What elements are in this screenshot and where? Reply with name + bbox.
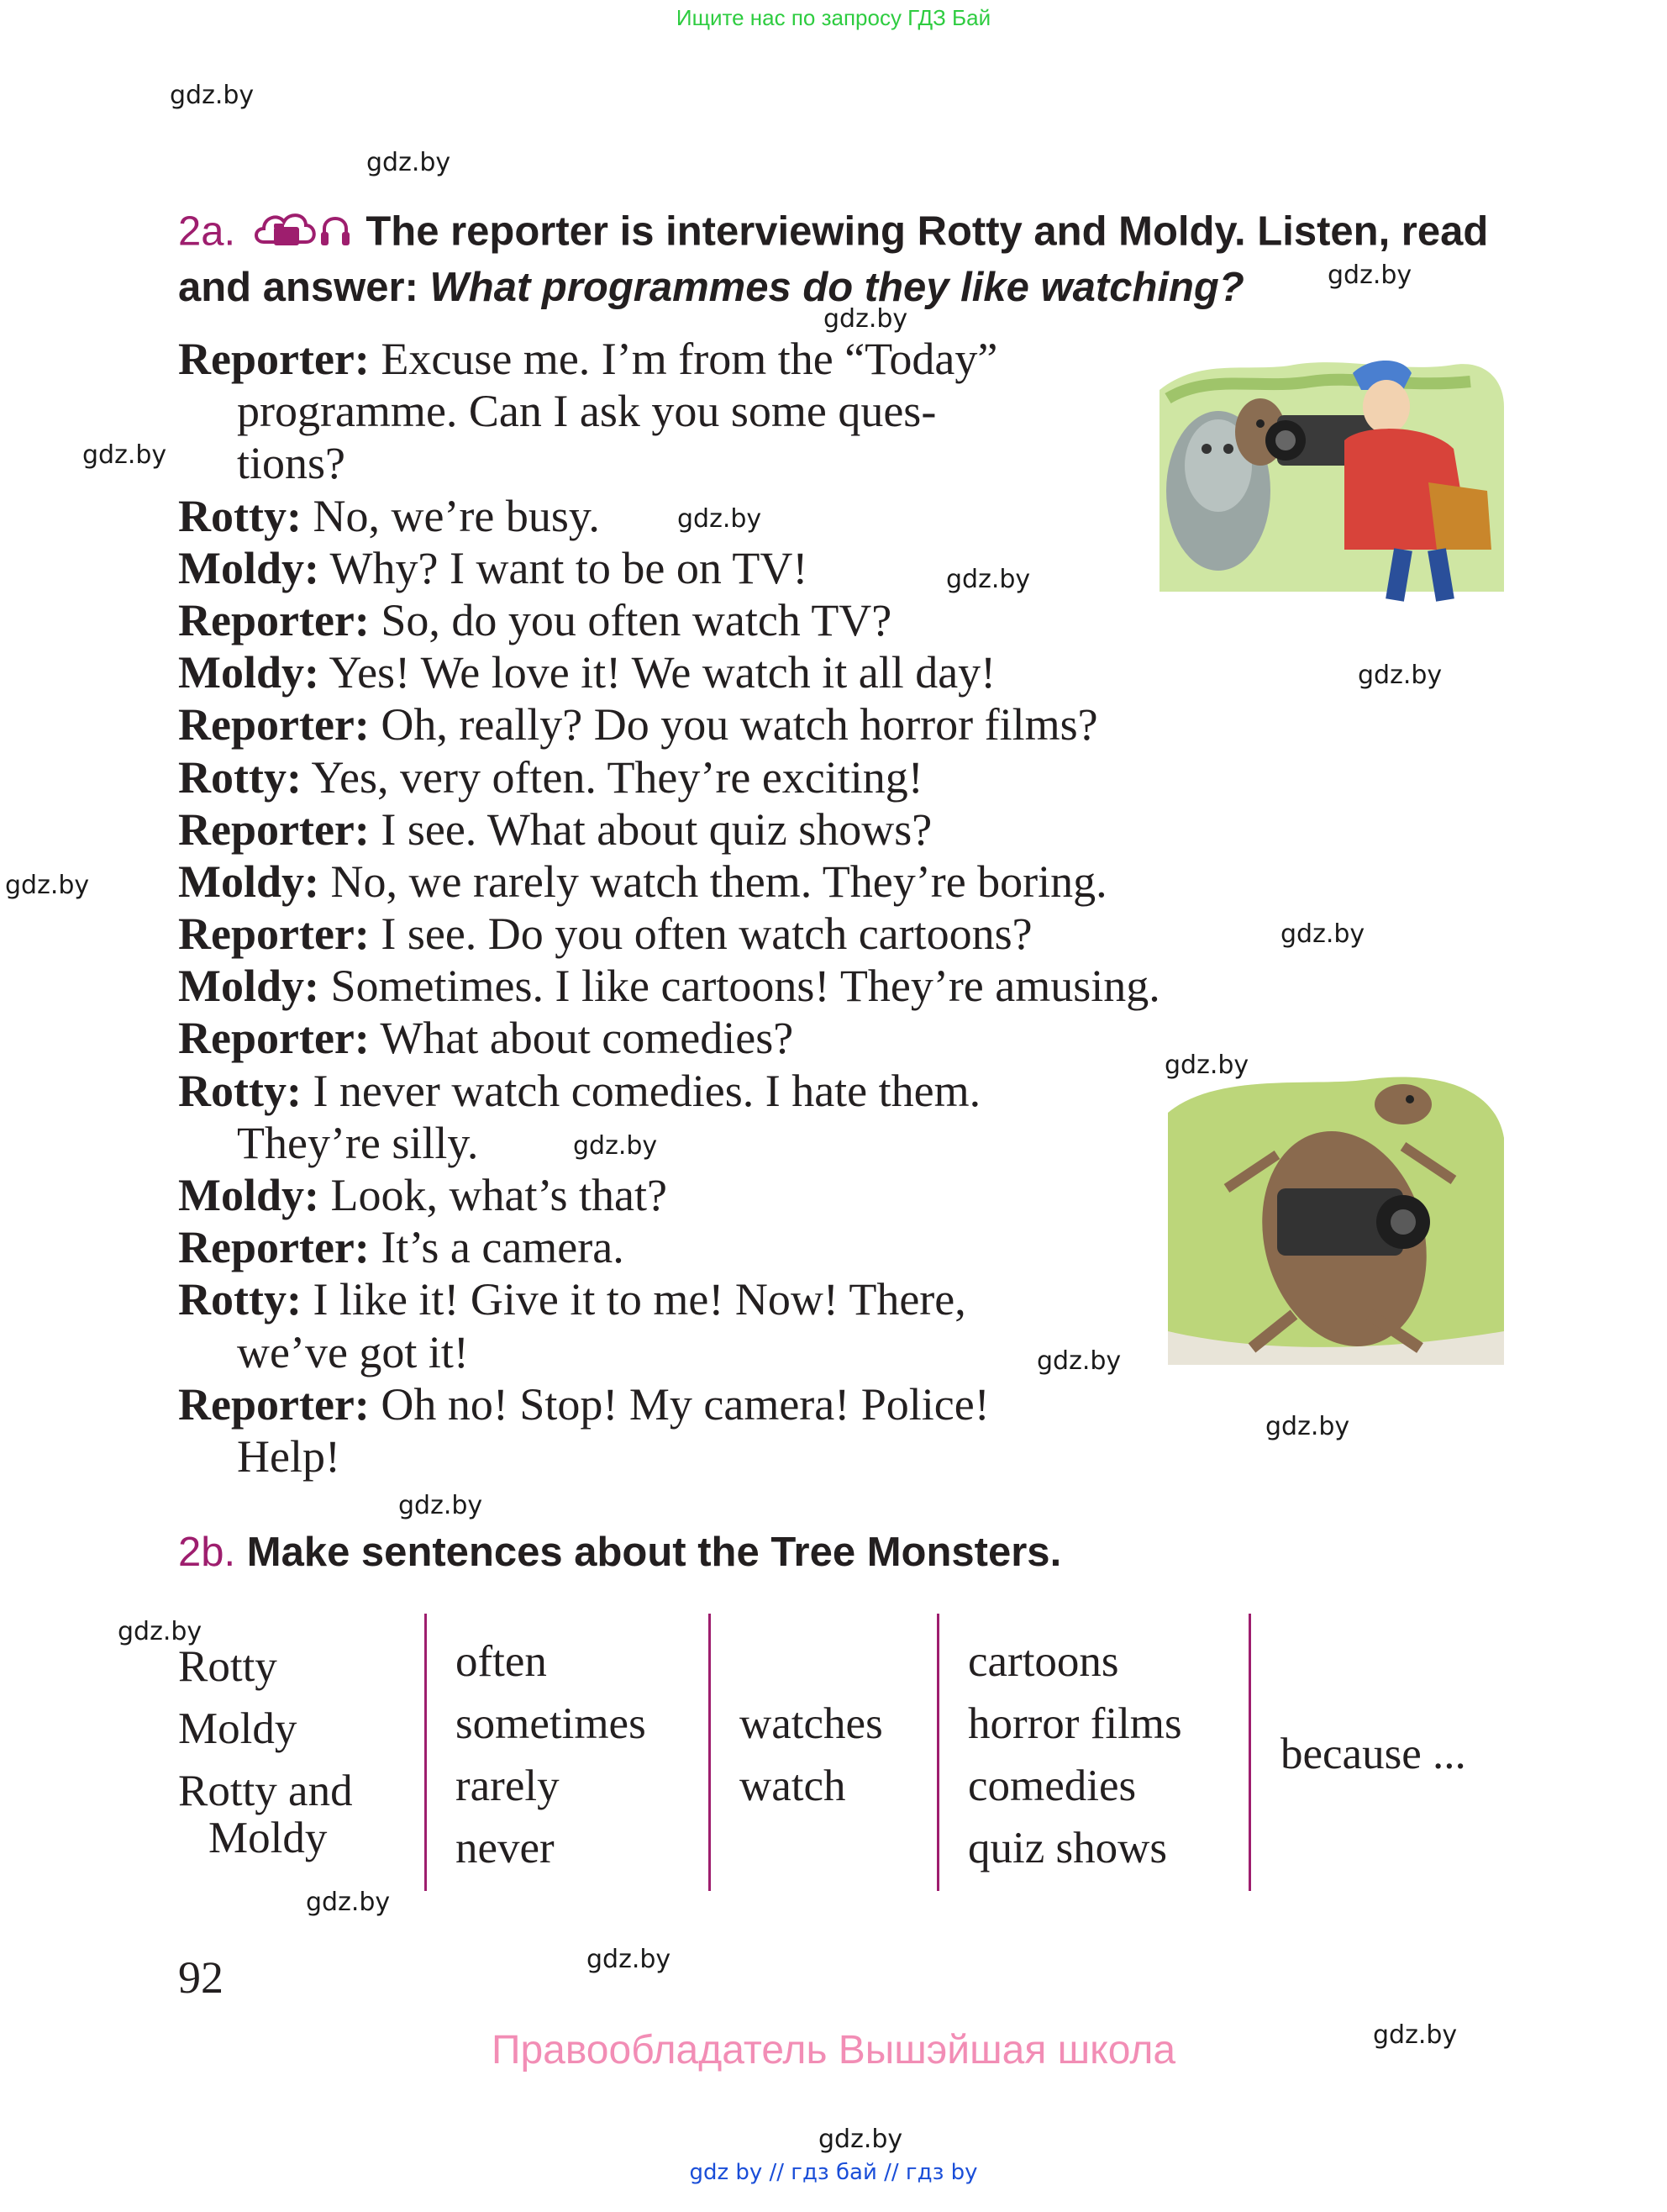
watermark: gdz.by bbox=[118, 1617, 202, 1646]
line-text: No, we’re busy. bbox=[301, 490, 600, 541]
table-cell: watch bbox=[739, 1762, 846, 1810]
table-cell: watches bbox=[739, 1699, 883, 1748]
task-instruction-line1: The reporter is interviewing Rotty and Moldy. Listen, read bbox=[365, 208, 1489, 255]
task-instruction: Make sentences about the Tree Monsters bbox=[246, 1530, 1050, 1575]
speaker: Reporter: bbox=[178, 1222, 370, 1273]
speaker: Reporter: bbox=[178, 1378, 370, 1430]
speaker: Rotty: bbox=[178, 1065, 302, 1116]
table-cell: horror films bbox=[968, 1699, 1182, 1748]
task-2b-heading bbox=[178, 1528, 1539, 1577]
dialogue-line bbox=[178, 385, 1270, 437]
dialogue-line bbox=[178, 1326, 1270, 1378]
table-cell: sometimes bbox=[455, 1699, 646, 1748]
watermark: gdz.by bbox=[677, 504, 762, 534]
table-programmes bbox=[968, 1630, 1182, 1879]
line-text: Help! bbox=[237, 1430, 340, 1482]
task-instruction-end: . bbox=[1049, 1530, 1062, 1575]
table-cell: comedies bbox=[968, 1762, 1137, 1810]
table-subjects bbox=[178, 1635, 353, 1864]
speaker: Rotty: bbox=[178, 490, 302, 541]
task-instruction-line2: and answer: bbox=[178, 265, 430, 310]
table-frequency bbox=[455, 1630, 646, 1879]
watermark: gdz.by bbox=[586, 1945, 671, 1974]
speaker: Reporter: bbox=[178, 594, 370, 645]
dialogue-line bbox=[178, 1065, 1270, 1117]
watermark: gdz.by bbox=[82, 440, 167, 470]
line-text: Look, what’s that? bbox=[319, 1170, 667, 1220]
watermark: gdz.by bbox=[946, 565, 1031, 594]
watermark: gdz.by bbox=[1265, 1412, 1350, 1441]
watermark: gdz.by bbox=[818, 2125, 903, 2154]
dialogue-line bbox=[178, 594, 1270, 646]
dialogue-line bbox=[178, 960, 1270, 1012]
table-cell: Moldy bbox=[208, 1814, 328, 1862]
table-verbs bbox=[739, 1693, 883, 1817]
watermark: gdz.by bbox=[5, 871, 90, 900]
headphones-icon bbox=[321, 219, 350, 245]
speaker: Moldy: bbox=[178, 1170, 319, 1220]
dialogue-line bbox=[178, 1012, 1270, 1064]
dialogue-line bbox=[178, 803, 1270, 856]
speaker: Reporter: bbox=[178, 334, 370, 384]
line-text: we’ve got it! bbox=[237, 1326, 469, 1377]
line-text: So, do you often watch TV? bbox=[369, 594, 892, 645]
speaker: Moldy: bbox=[178, 856, 319, 907]
watermark: gdz.by bbox=[1358, 661, 1443, 690]
table-cell: rarely bbox=[455, 1762, 560, 1810]
task-icons bbox=[252, 205, 350, 263]
table-cell: often bbox=[455, 1637, 547, 1686]
speaker: Rotty: bbox=[178, 751, 302, 803]
column-divider bbox=[708, 1614, 711, 1891]
dialogue-line bbox=[178, 542, 1270, 594]
watermark: gdz.by bbox=[1280, 919, 1365, 949]
dialogue-line bbox=[178, 856, 1270, 908]
line-text: What about comedies? bbox=[369, 1013, 794, 1064]
watermark: gdz.by bbox=[1328, 261, 1412, 290]
table-cell: Moldy bbox=[178, 1704, 297, 1753]
task-number: 2b. bbox=[178, 1530, 236, 1575]
table-ending bbox=[1280, 1723, 1466, 1785]
speaker: Reporter: bbox=[178, 803, 370, 855]
reporter-illustration bbox=[1151, 340, 1512, 610]
watermark: gdz.by bbox=[170, 81, 255, 110]
column-divider bbox=[424, 1614, 427, 1891]
table-cell: Rotty and bbox=[178, 1767, 353, 1815]
dialogue-line bbox=[178, 698, 1270, 750]
cloud-folder-icon bbox=[252, 205, 350, 252]
dialogue-line bbox=[178, 1378, 1270, 1430]
watermark: gdz.by bbox=[306, 1888, 391, 1917]
watermark: gdz.by bbox=[1037, 1346, 1122, 1376]
task-2a-heading bbox=[178, 205, 1539, 312]
speaker: Moldy: bbox=[178, 961, 319, 1012]
monster-running-illustration bbox=[1151, 1062, 1512, 1390]
line-text: programme. Can I ask you some ques- bbox=[237, 386, 937, 437]
column-divider bbox=[937, 1614, 939, 1891]
dialogue-line bbox=[178, 646, 1270, 698]
line-text: They’re silly. bbox=[237, 1117, 479, 1168]
line-text: Excuse me. I’m from the “Today” bbox=[369, 334, 998, 384]
dialogue-line bbox=[178, 1273, 1270, 1325]
line-text: I never watch comedies. I hate them. bbox=[301, 1065, 981, 1116]
speaker: Reporter: bbox=[178, 1013, 370, 1064]
dialogue-line bbox=[178, 437, 1270, 489]
dialogue-line bbox=[178, 1430, 1270, 1483]
dialogue-line bbox=[178, 490, 1270, 542]
line-text: I like it! Give it to me! Now! There, bbox=[301, 1274, 966, 1325]
line-text: It’s a camera. bbox=[369, 1222, 624, 1273]
watermark: gdz.by bbox=[366, 148, 451, 177]
watermark: gdz.by bbox=[398, 1491, 483, 1520]
speaker: Rotty: bbox=[178, 1274, 302, 1325]
dialogue-line bbox=[178, 1169, 1270, 1221]
page-number: 92 bbox=[178, 1952, 223, 2003]
table-cell: because ... bbox=[1280, 1730, 1466, 1778]
line-text: Sometimes. I like cartoons! They’re amusing. bbox=[319, 961, 1160, 1012]
bottom-links[interactable]: gdz by // гдз бай // гдз by bbox=[689, 2160, 978, 2185]
speaker: Reporter: bbox=[178, 699, 370, 750]
table-cell: Rotty bbox=[178, 1642, 277, 1691]
rights-holder: Правообладатель Вышэйшая школа bbox=[491, 2028, 1176, 2072]
speaker: Moldy: bbox=[178, 647, 319, 698]
task-question: What programmes do they like watching? bbox=[429, 265, 1244, 310]
column-divider bbox=[1249, 1614, 1251, 1891]
watermark: gdz.by bbox=[1373, 2020, 1458, 2050]
dialogue-line bbox=[178, 751, 1270, 803]
line-text: Yes, very often. They’re exciting! bbox=[301, 751, 923, 803]
line-text: Why? I want to be on TV! bbox=[319, 542, 808, 593]
dialogue-line bbox=[178, 1221, 1270, 1273]
line-text: Yes! We love it! We watch it all day! bbox=[319, 647, 997, 698]
watermark: gdz.by bbox=[823, 304, 908, 334]
line-text: No, we rarely watch them. They’re boring. bbox=[319, 856, 1107, 907]
line-text: I see. Do you often watch cartoons? bbox=[369, 908, 1033, 960]
speaker: Moldy: bbox=[178, 542, 319, 593]
table-cell: never bbox=[455, 1824, 555, 1872]
speaker: Reporter: bbox=[178, 908, 370, 960]
table-cell: cartoons bbox=[968, 1637, 1119, 1686]
table-cell: quiz shows bbox=[968, 1824, 1168, 1872]
dialogue bbox=[178, 333, 1270, 1483]
watermark: gdz.by bbox=[1165, 1051, 1249, 1080]
dialogue-line bbox=[178, 333, 1270, 385]
watermark: gdz.by bbox=[573, 1131, 658, 1161]
line-text: Oh no! Stop! My camera! Police! bbox=[369, 1378, 990, 1430]
dialogue-line bbox=[178, 1117, 1270, 1169]
dialogue-line bbox=[178, 908, 1270, 960]
line-text: Oh, really? Do you watch horror films? bbox=[369, 699, 1098, 750]
task-number: 2a. bbox=[178, 208, 236, 255]
line-text: tions? bbox=[237, 438, 345, 489]
line-text: I see. What about quiz shows? bbox=[369, 803, 933, 855]
top-banner[interactable]: Ищите нас по запросу ГДЗ Бай bbox=[676, 5, 991, 30]
